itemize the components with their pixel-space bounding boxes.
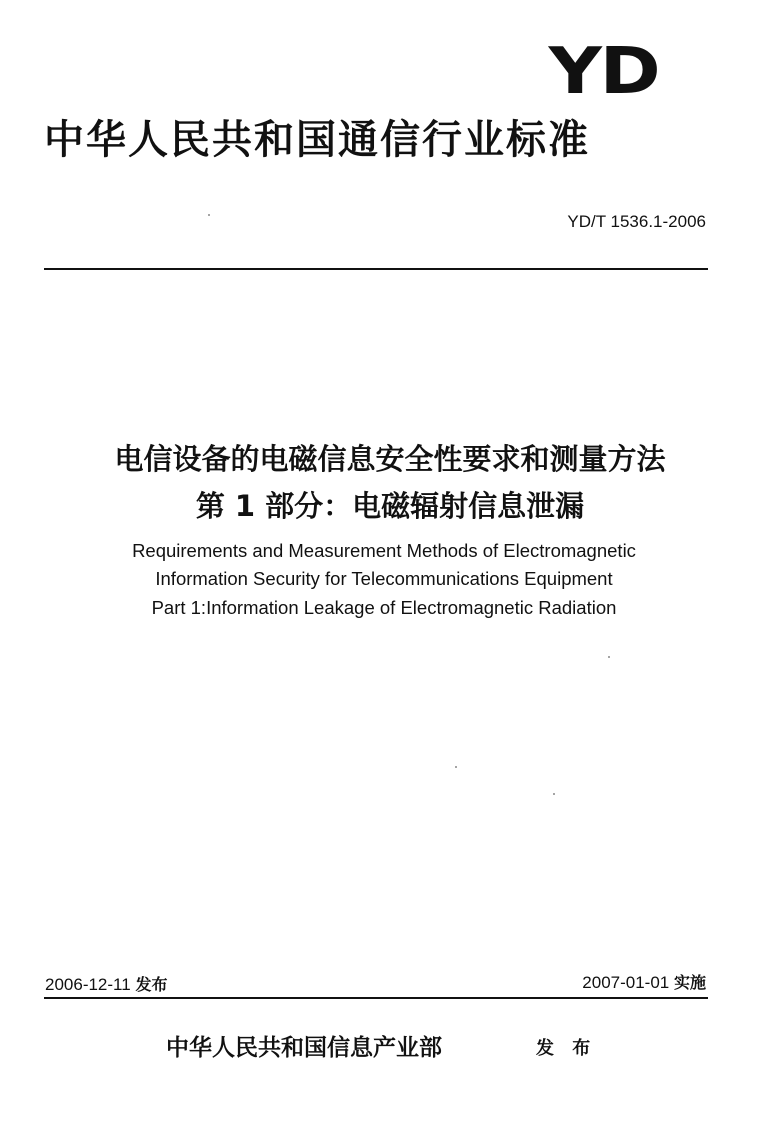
english-title-line-1: Requirements and Measurement Methods of Electromagnetic	[132, 540, 636, 561]
english-title-line-2: Information Security for Telecommunications Equipment	[155, 568, 613, 589]
publish-label: 发 布	[536, 1038, 597, 1059]
english-title-line-3: Part 1:Information Leakage of Electromagnetic Radiation	[151, 597, 617, 618]
standard-number: YD/T 1536.1-2006	[567, 212, 706, 231]
footer-divider	[44, 997, 708, 999]
yd-logo: YD	[548, 35, 658, 109]
standard-category-title: 中华人民共和国通信行业标准	[44, 117, 590, 163]
scan-speck	[608, 656, 610, 658]
chinese-title-line-2: 第 1 部分：电磁辐射信息泄漏	[195, 489, 585, 523]
publisher-name: 中华人民共和国信息产业部	[166, 1034, 442, 1061]
scan-speck	[553, 793, 555, 795]
implementation-label: 实施	[673, 973, 706, 992]
implementation-date: 2007-01-01	[582, 973, 670, 992]
implementation-date-block	[582, 974, 706, 991]
header-divider	[44, 268, 708, 270]
issue-date-block	[45, 976, 167, 993]
scan-speck	[455, 766, 457, 768]
chinese-title-line-1: 电信设备的电磁信息安全性要求和测量方法	[114, 442, 666, 476]
issue-label: 发布	[135, 975, 168, 994]
scan-speck	[208, 214, 210, 216]
issue-date: 2006-12-11	[45, 975, 131, 994]
